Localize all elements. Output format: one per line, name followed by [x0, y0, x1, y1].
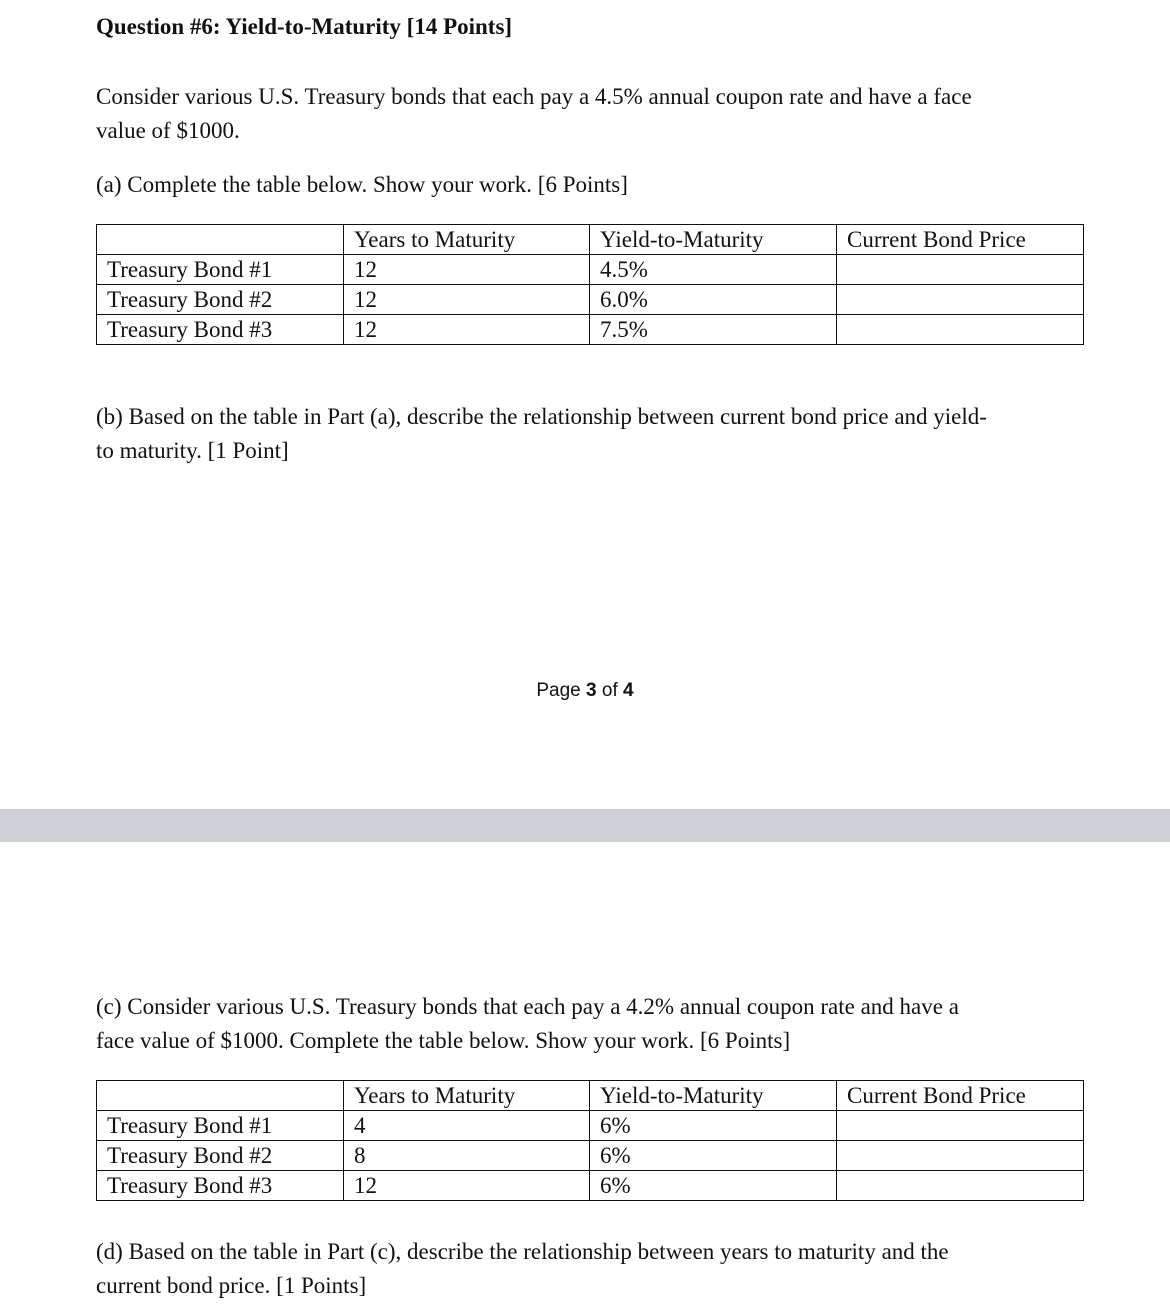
bond-name-cell: Treasury Bond #1 — [97, 1111, 344, 1141]
table-a-header-cell: Current Bond Price — [837, 225, 1084, 255]
ytm-cell: 6% — [590, 1171, 837, 1201]
ytm-cell: 6% — [590, 1141, 837, 1171]
table-row — [97, 1141, 1084, 1171]
table-c-header-row — [97, 1081, 1084, 1111]
bond-name-cell: Treasury Bond #3 — [97, 315, 344, 345]
table-a-header-cell — [97, 225, 344, 255]
table-part-c — [96, 1080, 1084, 1201]
part-b-prompt — [96, 400, 1096, 468]
table-row — [97, 285, 1084, 315]
page-separator — [0, 809, 1170, 842]
years-cell: 12 — [344, 315, 590, 345]
part-c-line-2: face value of $1000. Complete the table below. Show your work. [6 Points] — [96, 1028, 791, 1053]
total-pages-number: 4 — [623, 680, 634, 701]
ytm-cell: 7.5% — [590, 315, 837, 345]
years-cell: 12 — [344, 1171, 590, 1201]
table-c-header-cell: Years to Maturity — [344, 1081, 590, 1111]
of-word: of — [601, 680, 618, 701]
price-cell — [837, 1171, 1084, 1201]
part-b-line-1: (b) Based on the table in Part (a), describe the relationship between current bond price and yield- — [96, 404, 987, 429]
part-c-line-1: (c) Consider various U.S. Treasury bonds that each pay a 4.2% annual coupon rate and have a — [96, 994, 959, 1019]
price-cell — [837, 1141, 1084, 1171]
intro-line-1: Consider various U.S. Treasury bonds that each pay a 4.5% annual coupon rate and have a face — [96, 84, 972, 109]
years-cell: 12 — [344, 255, 590, 285]
table-part-a — [96, 224, 1084, 345]
bond-name-cell: Treasury Bond #1 — [97, 255, 344, 285]
table-row — [97, 1171, 1084, 1201]
part-d-prompt — [96, 1235, 1096, 1303]
years-cell: 8 — [344, 1141, 590, 1171]
bond-name-cell: Treasury Bond #2 — [97, 285, 344, 315]
part-d-line-1: (d) Based on the table in Part (c), describe the relationship between years to maturity and the — [96, 1239, 949, 1264]
table-c-header-cell: Yield-to-Maturity — [590, 1081, 837, 1111]
part-c-prompt — [96, 990, 1096, 1058]
page-word: Page — [536, 680, 581, 701]
table-a-header-row — [97, 225, 1084, 255]
price-cell — [837, 315, 1084, 345]
ytm-cell: 6% — [590, 1111, 837, 1141]
ytm-cell: 6.0% — [590, 285, 837, 315]
table-row — [97, 1111, 1084, 1141]
part-d-line-2: current bond price. [1 Points] — [96, 1273, 367, 1298]
price-cell — [837, 285, 1084, 315]
years-cell: 4 — [344, 1111, 590, 1141]
table-c-header-cell — [97, 1081, 344, 1111]
question-title: Question #6: Yield-to-Maturity [14 Points] — [96, 14, 513, 39]
bond-name-cell: Treasury Bond #3 — [97, 1171, 344, 1201]
bond-name-cell: Treasury Bond #2 — [97, 1141, 344, 1171]
table-c-header-cell: Current Bond Price — [837, 1081, 1084, 1111]
current-page-number: 3 — [586, 680, 597, 701]
table-a-header-cell: Yield-to-Maturity — [590, 225, 837, 255]
table-row — [97, 255, 1084, 285]
price-cell — [837, 255, 1084, 285]
question-intro — [96, 80, 1096, 148]
table-a-header-cell: Years to Maturity — [344, 225, 590, 255]
table-row — [97, 315, 1084, 345]
intro-line-2: value of $1000. — [96, 118, 240, 143]
page-footer — [0, 680, 1170, 702]
ytm-cell: 4.5% — [590, 255, 837, 285]
price-cell — [837, 1111, 1084, 1141]
years-cell: 12 — [344, 285, 590, 315]
part-b-line-2: to maturity. [1 Point] — [96, 438, 289, 463]
part-a-prompt: (a) Complete the table below. Show your work. [6 Points] — [96, 172, 628, 197]
